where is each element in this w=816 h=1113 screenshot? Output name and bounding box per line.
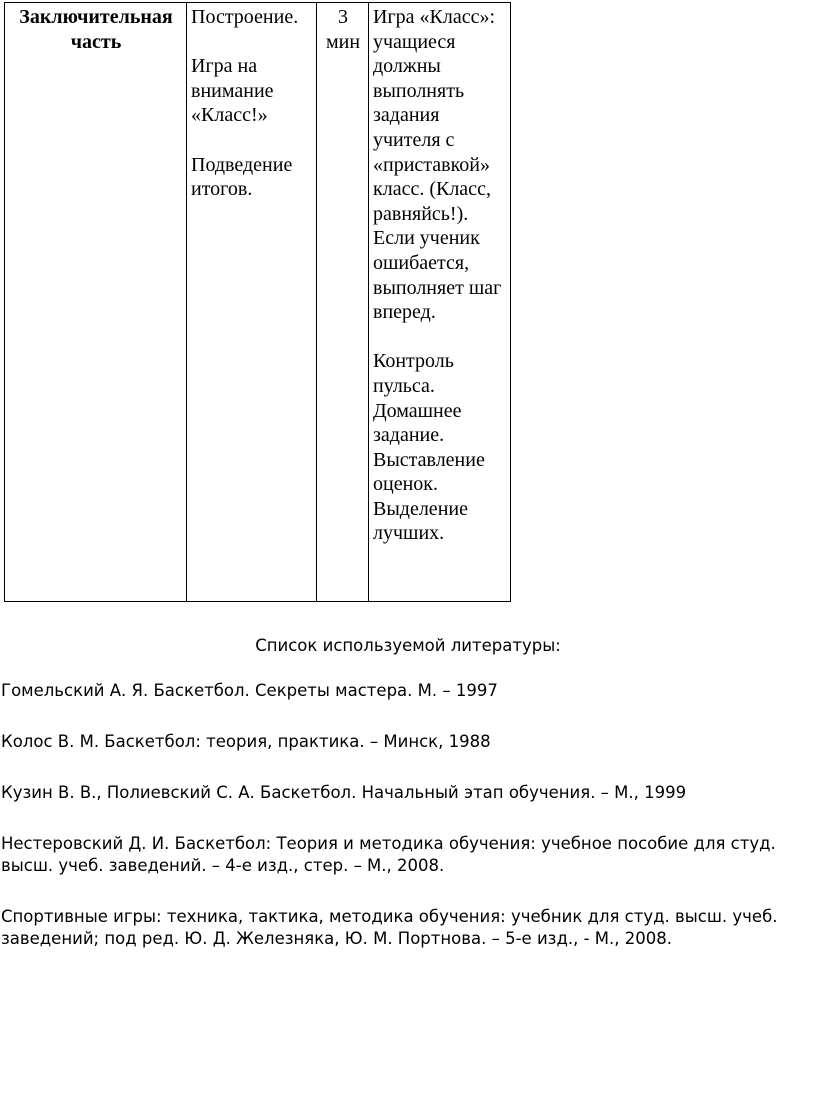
bibliography-title: Список используемой литературы: xyxy=(255,636,561,655)
bibliography-item: Колос В. М. Баскетбол: теория, практика. – Минск, 1988 xyxy=(1,732,491,751)
bibliography-item: Спортивные игры: техника, тактика, методика обучения: учебник для студ. высш. учеб. заведений; под ред. Ю. Д. Железняка, Ю. М. Портнова. – 5-е изд., - М., 2008. xyxy=(1,907,778,948)
lesson-part-cell xyxy=(5,3,187,602)
content-block: Игра на внимание «Класс!» xyxy=(191,55,274,127)
lesson-content-cell xyxy=(187,3,317,602)
lesson-part-label: Заключительная часть xyxy=(19,6,173,53)
bibliography-item: Нестеровский Д. И. Баскетбол: Теория и методика обучения: учебное пособие для студ. высш. учеб. заведений. – 4-е изд., стер. – М., 2008. xyxy=(1,834,776,875)
bibliography-item: Кузин В. В., Полиевский С. А. Баскетбол. Начальный этап обучения. – М., 1999 xyxy=(1,783,687,802)
duration-value: 3 мин xyxy=(325,6,361,53)
methodical-notes-cell xyxy=(369,3,511,602)
content-block: Подведение итогов. xyxy=(191,153,293,201)
table-row xyxy=(5,3,511,602)
content-block: Построение. xyxy=(191,6,299,28)
lesson-plan-table xyxy=(4,2,511,602)
bibliography-list xyxy=(1,680,813,979)
notes-block: Игра «Класс»: учащиеся должны выполнять задания учителя с «приставкой» класс. (Класс, равняйсь!). Если ученик ошибается, выполняет шаг вперед. xyxy=(373,6,502,324)
notes-block: Контроль пульса. Домашнее задание. Выставление оценок. Выделение лучших. xyxy=(373,350,485,545)
duration-cell xyxy=(317,3,369,602)
bibliography-item: Гомельский А. Я. Баскетбол. Секреты мастера. М. – 1997 xyxy=(1,681,498,700)
